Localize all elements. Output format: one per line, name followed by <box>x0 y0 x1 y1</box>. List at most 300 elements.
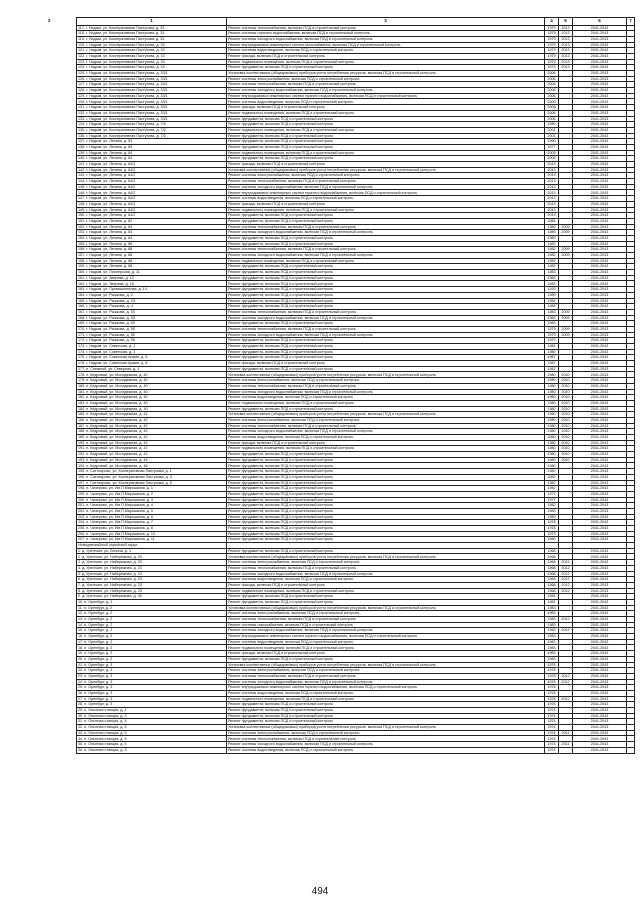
address-cell: 170. г. Надым, ул. Рыжкова, д. 55 <box>77 326 227 332</box>
planned-period-cell: 2041-2043 <box>573 560 627 566</box>
header-col-6: 6 <box>573 18 627 26</box>
address-cell: 146. г. Надым, ул. Ленина, д. 64/2 <box>77 190 227 196</box>
build-year-cell: 2006 <box>545 76 559 82</box>
work-type-cell: Ремонт фундамента, включая ПСД и строительный контроль <box>227 469 545 475</box>
planned-period-cell: 2041-2043 <box>573 287 627 293</box>
planned-period-cell: 2041-2043 <box>573 463 627 469</box>
work-type-cell: Установка коллективных (общедомовых) приборов учета потребления ресурсов, включая ПСД и строительный контроль <box>227 412 545 418</box>
planned-period-cell: 2041-2043 <box>573 508 627 514</box>
work-type-cell: Ремонт фундамента, включая ПСД и строительный контроль <box>227 235 545 241</box>
planned-period-cell: 2041-2043 <box>573 446 627 452</box>
planned-period-cell: 2041-2043 <box>573 651 627 657</box>
planned-period-cell: 2041-2043 <box>573 201 627 207</box>
planned-period-cell: 2041-2043 <box>573 270 627 276</box>
address-cell: 15. п. Оренбург, д. 2 <box>77 628 227 634</box>
address-cell: 193. п. Кедровый, ул. Молодежная, д. 44 <box>77 457 227 463</box>
work-type-cell: Ремонт фундамента, включая ПСД и строительный контроль <box>227 520 545 526</box>
build-year-cell: 1977 <box>545 144 559 150</box>
build-year-cell: 1982 <box>545 258 559 264</box>
last-repair-year-cell: 2012 <box>559 571 573 577</box>
planned-period-cell: 2041-2043 <box>573 565 627 571</box>
address-cell: 199. п. Чичерово, ул. Им.П.Мирошкина, д. 2 <box>77 491 227 497</box>
last-repair-year-cell: 2010 <box>559 389 573 395</box>
last-repair-year-cell: 2013 <box>559 59 573 65</box>
table-row <box>77 25 635 31</box>
build-year-cell: 1982 <box>545 469 559 475</box>
address-cell: 191. п. Кедровый, ул. Молодежная, д. 42 <box>77 446 227 452</box>
work-type-cell: Ремонт фундамента, включая ПСД и строительный контроль <box>227 537 545 543</box>
build-year-cell: 1974 <box>545 719 559 725</box>
last-repair-year-cell: 2010 <box>559 400 573 406</box>
work-type-cell: Ремонт системы холодного водоснабжения, включая ПСД и строительный контроль <box>227 332 545 338</box>
planned-period-cell: 2041-2043 <box>573 383 627 389</box>
address-cell: 19. п. Оренбург, д. 2 <box>77 651 227 657</box>
planned-period-cell: 2041-2043 <box>573 150 627 156</box>
work-type-cell: Ремонт внутридомовых инженерных систем горячего водоснабжения, включая ПСД и строительный контроль <box>227 634 545 640</box>
work-type-cell: Ремонт фундамента, включая ПСД и строительный контроль <box>227 474 545 480</box>
planned-period-cell: 2041-2043 <box>573 241 627 247</box>
address-cell: 117. г. Надым, ул. Кооперативная Пастухова, д. 33 <box>77 25 227 31</box>
build-year-cell: 1974 <box>545 730 559 736</box>
planned-period-cell: 2041-2043 <box>573 133 627 139</box>
build-year-cell: 1984 <box>545 218 559 224</box>
address-cell: 161. г. Надым, ул. Зверева, д. 13 <box>77 275 227 281</box>
build-year-cell: 2001 <box>545 133 559 139</box>
build-year-cell: 2013 <box>545 167 559 173</box>
address-cell: 158. г. Надым, ул. Ленина, д. 88 <box>77 258 227 264</box>
work-type-cell: Ремонт подвального помещения, включая ПСД и строительный контроль <box>227 110 545 116</box>
planned-period-cell: 2041-2043 <box>573 378 627 384</box>
address-cell: 201. п. Чичерово, ул. Им.П.Мирошкина, д. 4 <box>77 503 227 509</box>
address-cell: 165. г. Надым, ул. Рыжкова, д. 2/1 <box>77 298 227 304</box>
last-repair-year-cell: 2010 <box>559 440 573 446</box>
planned-period-cell: 2041-2043 <box>573 520 627 526</box>
build-year-cell: 1983 <box>545 628 559 634</box>
address-cell: 136. г. Надым, ул. Кооперативная Пастухова, д. 7/2 <box>77 133 227 139</box>
build-year-cell: 1980 <box>545 435 559 441</box>
address-cell: 200. п. Чичерово, ул. Им.П.Мирошкина, д. 3 <box>77 497 227 503</box>
planned-period-cell: 2041-2043 <box>573 167 627 173</box>
planned-period-cell: 2041-2043 <box>573 218 627 224</box>
build-year-cell: 1987 <box>545 355 559 361</box>
build-year-cell: 1982 <box>545 264 559 270</box>
planned-period-cell: 2041-2043 <box>573 645 627 651</box>
work-type-cell: Ремонт фундамента, включая ПСД и строительный контроль <box>227 594 545 600</box>
work-type-cell: Ремонт системы холодного водоснабжения, включая ПСД и строительный контроль <box>227 429 545 435</box>
last-repair-year-cell: 2013 <box>559 31 573 37</box>
address-cell: 22. п. Оренбург, д. 3 <box>77 668 227 674</box>
build-year-cell: 1980 <box>545 417 559 423</box>
build-year-cell: 1979 <box>545 59 559 65</box>
planned-period-cell: 2041-2043 <box>573 429 627 435</box>
last-repair-year-cell: 2013 <box>559 25 573 31</box>
planned-period-cell: 2041-2043 <box>573 71 627 77</box>
work-type-cell: Ремонт системы газоснабжения, включая ПСД и строительный контроль <box>227 622 545 628</box>
build-year-cell: 1980 <box>545 400 559 406</box>
address-cell: 126. г. Надым, ул. Кооперативная Пастухова, д. 33/1 <box>77 76 227 82</box>
build-year-cell: 1983 <box>545 281 559 287</box>
build-year-cell: 2006 <box>545 99 559 105</box>
build-year-cell: 1983 <box>545 651 559 657</box>
planned-period-cell: 2041-2043 <box>573 435 627 441</box>
address-cell: 195. п. Саттиярово, ул. Кооперативная Пастухова, д. 1 <box>77 469 227 475</box>
last-repair-year-cell: 2012 <box>559 560 573 566</box>
planned-period-cell: 2041-2043 <box>573 514 627 520</box>
table-header-row <box>77 18 635 26</box>
work-type-cell: Ремонт фундамента, включая ПСД и строительный контроль <box>227 321 545 327</box>
work-type-cell: Ремонт системы теплоснабжения, включая ПСД и строительный контроль <box>227 247 545 253</box>
planned-period-cell: 2041-2043 <box>573 634 627 640</box>
build-year-cell: 1979 <box>545 31 559 37</box>
planned-period-cell: 2041-2043 <box>573 116 627 122</box>
address-cell: 182. п. Кедровый, ул. Молодежная, д. 40 <box>77 395 227 401</box>
work-type-cell: Ремонт фундамента, включая ПСД и строительный контроль <box>227 480 545 486</box>
planned-period-cell: 2041-2043 <box>573 526 627 532</box>
planned-period-cell: 2041-2043 <box>573 105 627 111</box>
planned-period-cell: 2041-2043 <box>573 326 627 332</box>
work-type-cell: Ремонт системы электроснабжения, включая ПСД и строительный контроль <box>227 417 545 423</box>
address-cell: 137. г. Надым, ул. Ленина, д. 53 <box>77 139 227 145</box>
build-year-cell: 1980 <box>545 383 559 389</box>
table-row <box>77 93 635 99</box>
work-type-cell: Ремонт системы теплоснабжения, включая ПСД и строительный контроль <box>227 82 545 88</box>
build-year-cell: 1983 <box>545 270 559 276</box>
build-year-cell: 1978 <box>545 668 559 674</box>
build-year-cell: 1980 <box>545 440 559 446</box>
address-cell: 21. п. Оренбург, д. 3 <box>77 662 227 668</box>
work-type-cell: Ремонт подвального помещения, включая ПСД и строительный контроль <box>227 400 545 406</box>
work-type-cell: Ремонт фундамента, включая ПСД и строительный контроль <box>227 298 545 304</box>
address-cell: 203. п. Чичерово, ул. Им.П.Мирошкина, д. 6 <box>77 514 227 520</box>
build-year-cell: 1982 <box>545 253 559 259</box>
address-cell: 155. г. Надым, ул. Ленина, д. 86 <box>77 241 227 247</box>
work-type-cell: Ремонт фундамента, включая ПСД и строительный контроль <box>227 287 545 293</box>
planned-period-cell: 2041-2043 <box>573 747 627 753</box>
work-type-cell: Ремонт системы теплоснабжения, включая ПСД и строительный контроль <box>227 179 545 185</box>
build-year-cell: 1968 <box>545 548 559 554</box>
build-year-cell: 1980 <box>545 412 559 418</box>
planned-period-cell: 2041-2043 <box>573 537 627 543</box>
address-cell: 207. п. Чичерово, ул. Им.П.Мирошкина, д. 11 <box>77 537 227 543</box>
address-cell: 190. п. Кедровый, ул. Молодежная, д. 42 <box>77 440 227 446</box>
work-type-cell: Ремонт фундамента, включая ПСД и строительный контроль <box>227 656 545 662</box>
work-type-cell: Ремонт системы теплоснабжения, включая ПСД и строительный контроль <box>227 423 545 429</box>
work-type-cell: Ремонт фундамента, включая ПСД и строительный контроль <box>227 264 545 270</box>
address-cell: 196. п. Саттиярово, ул. Кооперативная Пастухова, д. 3 <box>77 474 227 480</box>
planned-period-cell: 2041-2043 <box>573 389 627 395</box>
work-type-cell: Ремонт системы водоотведения, включая ПСД и строительный контроль <box>227 99 545 105</box>
address-cell: 35. п. Опытная станция, д. 5 <box>77 742 227 748</box>
build-year-cell: 1978 <box>545 679 559 685</box>
build-year-cell: 1979 <box>545 48 559 54</box>
address-cell: 26. п. Оренбург, д. 3 <box>77 690 227 696</box>
work-type-cell: Ремонт системы холодного водоснабжения, включая ПСД и строительный контроль <box>227 253 545 259</box>
build-year-cell: 1980 <box>545 378 559 384</box>
last-repair-year-cell: 2009 <box>559 224 573 230</box>
planned-period-cell: 2041-2043 <box>573 480 627 486</box>
work-type-cell: Ремонт фундамента, включая ПСД и строительный контроль <box>227 526 545 532</box>
planned-period-cell: 2041-2043 <box>573 332 627 338</box>
last-repair-year-cell: 2009 <box>559 253 573 259</box>
planned-period-cell: 2041-2043 <box>573 406 627 412</box>
planned-period-cell: 2041-2043 <box>573 491 627 497</box>
build-year-cell: 1979 <box>545 36 559 42</box>
build-year-cell: 2006 <box>545 110 559 116</box>
build-year-cell: 1978 <box>545 526 559 532</box>
address-cell: 185. п. Кедровый, ул. Молодежная, д. 42 <box>77 412 227 418</box>
work-type-cell: Ремонт фундамента, включая ПСД и строительный контроль <box>227 406 545 412</box>
work-type-cell: Ремонт фундамента, включая ПСД и строительный контроль <box>227 514 545 520</box>
planned-period-cell: 2041-2043 <box>573 730 627 736</box>
planned-period-cell: 2041-2043 <box>573 162 627 168</box>
address-cell: 162. г. Надым, ул. Зверева, д. 15 <box>77 281 227 287</box>
address-cell: 123. г. Надым, ул. Кооперативная Пастухова, д. 33 <box>77 59 227 65</box>
last-repair-year-cell: 2010 <box>559 429 573 435</box>
note-cell <box>627 747 635 753</box>
address-cell: 131. г. Надым, ул. Кооперативная Пастухова, д. 33/1 <box>77 105 227 111</box>
planned-period-cell: 2041-2043 <box>573 156 627 162</box>
table-row <box>77 71 635 77</box>
build-year-cell: 1980 <box>545 395 559 401</box>
planned-period-cell: 2041-2043 <box>573 628 627 634</box>
build-year-cell: 1968 <box>545 577 559 583</box>
planned-period-cell: 2041-2043 <box>573 725 627 731</box>
address-cell: 5. д. Уренгоин, ул. Набережная, д. 23 <box>77 571 227 577</box>
planned-period-cell: 2041-2043 <box>573 235 627 241</box>
last-repair-year-cell: 2012 <box>559 617 573 623</box>
planned-period-cell: 2041-2043 <box>573 469 627 475</box>
work-type-cell: Ремонт системы водоотведения, включая ПСД и строительный контроль <box>227 48 545 54</box>
planned-period-cell: 2041-2043 <box>573 59 627 65</box>
work-type-cell: Ремонт системы теплоснабжения, включая ПСД и строительный контроль <box>227 309 545 315</box>
address-cell: 178. п. Кедровый, ул. Молодежная, д. 40 <box>77 372 227 378</box>
work-type-cell: Ремонт фундамента, включая ПСД и строительный контроль <box>227 122 545 128</box>
build-year-cell: 1983 <box>545 315 559 321</box>
build-year-cell: 1989 <box>545 230 559 236</box>
build-year-cell: 1990 <box>545 139 559 145</box>
header-col-1: 1 <box>77 18 227 26</box>
build-year-cell: 1980 <box>545 537 559 543</box>
last-repair-year-cell: 2010 <box>559 383 573 389</box>
table-row <box>77 88 635 94</box>
last-repair-year-cell <box>559 747 573 753</box>
build-year-cell: 1976 <box>545 287 559 293</box>
planned-period-cell: 2041-2043 <box>573 48 627 54</box>
address-cell: 127. г. Надым, ул. Кооперативная Пастухова, д. 33/1 <box>77 82 227 88</box>
build-year-cell: 2013 <box>545 207 559 213</box>
capital-repair-table <box>48 17 635 754</box>
address-cell: 145. г. Надым, ул. Ленина, д. 64/2 <box>77 184 227 190</box>
build-year-cell: 2005 <box>545 156 559 162</box>
build-year-cell: 2005 <box>545 150 559 156</box>
last-repair-year-cell: 2010 <box>559 412 573 418</box>
address-cell: 184. п. Кедровый, ул. Молодежная, д. 40 <box>77 406 227 412</box>
build-year-cell: 1980 <box>545 429 559 435</box>
work-type-cell: Ремонт системы водоотведения, включая ПСД и строительный контроль <box>227 435 545 441</box>
build-year-cell: 1980 <box>545 389 559 395</box>
work-type-cell: Ремонт системы горячего водоснабжения, включая ПСД и строительный контроль <box>227 31 545 37</box>
work-type-cell: Ремонт подвального помещения, включая ПСД и строительный контроль <box>227 696 545 702</box>
header-col-7: 7 <box>627 18 635 26</box>
planned-period-cell: 2041-2043 <box>573 679 627 685</box>
address-cell: 206. п. Чичерово, ул. Им.П.Мирошкина, д. 10 <box>77 531 227 537</box>
address-cell: Новоуренгойский городской округ <box>77 543 227 549</box>
work-type-cell: Ремонт подвального помещения, включая ПСД и строительный контроль <box>227 150 545 156</box>
build-year-cell: 1974 <box>545 713 559 719</box>
address-cell: 187. п. Кедровый, ул. Молодежная, д. 42 <box>77 423 227 429</box>
address-cell: 17. п. Оренбург, д. 2 <box>77 639 227 645</box>
build-year-cell: 1983 <box>545 605 559 611</box>
planned-period-cell: 2041-2043 <box>573 144 627 150</box>
address-cell: 194. п. Кедровый, ул. Молодежная, д. 46 <box>77 463 227 469</box>
build-year-cell: 1981 <box>545 599 559 605</box>
work-type-cell: Ремонт фасада, включая ПСД и строительный контроль <box>227 105 545 111</box>
last-repair-year-cell: 2009 <box>559 326 573 332</box>
address-cell: 151. г. Надым, ул. Ленина, д. 82 <box>77 218 227 224</box>
build-year-cell: 1981 <box>545 344 559 350</box>
planned-period-cell: 2041-2043 <box>573 213 627 219</box>
address-cell: 141. г. Надым, ул. Ленина, д. 64/2 <box>77 162 227 168</box>
work-type-cell: Ремонт системы электроснабжения, включая ПСД и строительный контроль <box>227 173 545 179</box>
build-year-cell: 1978 <box>545 685 559 691</box>
work-type-cell: Установка коллективных (общедомовых) приборов учета потребления ресурсов, включая ПСД и строительный контроль <box>227 71 545 77</box>
address-cell: 129. г. Надым, ул. Кооперативная Пастухова, д. 33/1 <box>77 93 227 99</box>
work-type-cell: Ремонт фундамента, включая ПСД и строительный контроль <box>227 133 545 139</box>
last-repair-year-cell: 2012 <box>559 588 573 594</box>
work-type-cell: Ремонт системы холодного водоснабжения, включая ПСД и строительный контроль <box>227 230 545 236</box>
build-year-cell: 1982 <box>545 503 559 509</box>
work-type-cell: Ремонт фундамента, включая ПСД и строительный контроль <box>227 116 545 122</box>
work-type-cell: Ремонт фундамента, включая ПСД и строительный контроль <box>227 344 545 350</box>
last-repair-year-cell: 2009 <box>559 332 573 338</box>
work-type-cell: Ремонт фундамента, включая ПСД и строительный контроль <box>227 213 545 219</box>
last-repair-year-cell: 2012 <box>559 628 573 634</box>
build-year-cell: 1982 <box>545 486 559 492</box>
build-year-cell: 1982 <box>545 241 559 247</box>
build-year-cell: 2006 <box>545 82 559 88</box>
planned-period-cell: 2041-2043 <box>573 440 627 446</box>
build-year-cell: 1989 <box>545 224 559 230</box>
address-cell: 8. д. Уренгоин, ул. Набережная, д. 23 <box>77 588 227 594</box>
build-year-cell: 1979 <box>545 531 559 537</box>
work-type-cell: Ремонт системы теплоснабжения, включая ПСД и строительный контроль <box>227 565 545 571</box>
planned-period-cell: 2041-2043 <box>573 196 627 202</box>
build-year-cell: 1978 <box>545 696 559 702</box>
planned-period-cell: 2041-2043 <box>573 82 627 88</box>
address-cell: 122. г. Надым, ул. Кооперативная Пастухова, д. 33 <box>77 53 227 59</box>
build-year-cell: 1980 <box>545 122 559 128</box>
last-repair-year-cell: 2009 <box>559 247 573 253</box>
work-type-cell: Ремонт фундамента, включая ПСД и строительный контроль <box>227 139 545 145</box>
address-cell: 125. г. Надым, ул. Кооперативная Пастухова, д. 33/1 <box>77 71 227 77</box>
planned-period-cell: 2041-2043 <box>573 53 627 59</box>
planned-period-cell: 2041-2043 <box>573 292 627 298</box>
planned-period-cell: 2041-2043 <box>573 702 627 708</box>
last-repair-year-cell: 2012 <box>559 673 573 679</box>
address-cell: 188. п. Кедровый, ул. Молодежная, д. 42 <box>77 429 227 435</box>
build-year-cell: 1978 <box>545 520 559 526</box>
last-repair-year-cell: 2012 <box>559 679 573 685</box>
build-year-cell: 1968 <box>545 582 559 588</box>
address-cell: 176. г. Надым, ул. Советская Армия, д. 8 <box>77 361 227 367</box>
build-year-cell: 1984 <box>545 304 559 310</box>
work-type-cell: Ремонт фундамента, включая ПСД и строительный контроль <box>227 491 545 497</box>
work-type-cell: Ремонт фундамента, включая ПСД и строительный контроль <box>227 713 545 719</box>
planned-period-cell: 2041-2043 <box>573 224 627 230</box>
planned-period-cell: 2041-2043 <box>573 611 627 617</box>
planned-period-cell: 2041-2043 <box>573 685 627 691</box>
work-type-cell: Ремонт системы теплоснабжения, включая ПСД и строительный контроль <box>227 617 545 623</box>
last-repair-year-cell: 2009 <box>559 309 573 315</box>
address-cell: 149. г. Надым, ул. Ленина, д. 64/2 <box>77 207 227 213</box>
work-type-cell: Ремонт системы холодного водоснабжения, включая ПСД и строительный контроль <box>227 742 545 748</box>
address-cell: 14. п. Оренбург, д. 2 <box>77 622 227 628</box>
build-year-cell: 1981 <box>545 594 559 600</box>
address-cell: 34. п. Опытная станция, д. 5 <box>77 736 227 742</box>
planned-period-cell: 2041-2043 <box>573 474 627 480</box>
planned-period-cell: 2041-2043 <box>573 36 627 42</box>
build-year-cell: 1983 <box>545 617 559 623</box>
address-cell: 198. п. Чичерово, ул. Им.П.Мирошкина, д. 1 <box>77 486 227 492</box>
address-cell: 197. п. Саттиярово, ул. Кооперативная Пастухова, д. 5 <box>77 480 227 486</box>
planned-period-cell: 2041-2043 <box>573 184 627 190</box>
address-cell: 27. п. Оренбург, д. 3 <box>77 696 227 702</box>
address-cell: 169. г. Надым, ул. Рыжкова, д. 53 <box>77 321 227 327</box>
last-repair-year-cell: 2009 <box>559 230 573 236</box>
work-type-cell: Ремонт фундамента, включая ПСД и строительный контроль <box>227 156 545 162</box>
planned-period-cell: 2041-2043 <box>573 344 627 350</box>
work-type-cell: Ремонт системы электроснабжения, включая ПСД и строительный контроль <box>227 378 545 384</box>
build-year-cell: 2013 <box>545 173 559 179</box>
build-year-cell: 1979 <box>545 332 559 338</box>
work-type-cell: Ремонт системы водоотведения, включая ПСД и строительный контроль <box>227 395 545 401</box>
header-col-4: 4 <box>545 18 559 26</box>
planned-period-cell: 2041-2043 <box>573 417 627 423</box>
planned-period-cell: 2041-2043 <box>573 275 627 281</box>
address-cell: 164. г. Надым, ул. Рыжкова, д. 2 <box>77 292 227 298</box>
planned-period-cell: 2041-2043 <box>573 173 627 179</box>
last-repair-year-cell: 2013 <box>559 48 573 54</box>
planned-period-cell: 2041-2043 <box>573 127 627 133</box>
table-row <box>77 31 635 37</box>
build-year-cell: 1983 <box>545 645 559 651</box>
build-year-cell: 1982 <box>545 480 559 486</box>
build-year-cell: 1980 <box>545 452 559 458</box>
last-repair-year-cell: 2010 <box>559 378 573 384</box>
work-type-cell: Ремонт системы водоотведения, включая ПСД и строительный контроль <box>227 196 545 202</box>
planned-period-cell: 2041-2043 <box>573 423 627 429</box>
build-year-cell: 1983 <box>545 508 559 514</box>
planned-period-cell: 2041-2043 <box>573 298 627 304</box>
build-year-cell: 1983 <box>545 622 559 628</box>
last-repair-year-cell: 2010 <box>559 423 573 429</box>
address-cell: 154. г. Надым, ул. Ленина, д. 84 <box>77 235 227 241</box>
build-year-cell: 2013 <box>545 196 559 202</box>
planned-period-cell: 2041-2043 <box>573 690 627 696</box>
planned-period-cell: 2041-2043 <box>573 719 627 725</box>
work-type-cell: Ремонт фундамента, включая ПСД и строительный контроль <box>227 719 545 725</box>
address-cell: 177. п. Снежный, ул. Северная, д. 1 <box>77 366 227 372</box>
address-cell: 121. г. Надым, ул. Кооперативная Пастухова, д. 33 <box>77 48 227 54</box>
table-row <box>77 42 635 48</box>
work-type-cell: Ремонт подвального помещения, включая ПСД и строительный контроль <box>227 258 545 264</box>
work-type-cell: Ремонт фундамента, включая ПСД и строительный контроль <box>227 508 545 514</box>
work-type-cell: Ремонт фундамента, включая ПСД и строительный контроль <box>227 457 545 463</box>
planned-period-cell: 2041-2043 <box>573 88 627 94</box>
address-cell: 186. п. Кедровый, ул. Молодежная, д. 42 <box>77 417 227 423</box>
planned-period-cell: 2041-2043 <box>573 617 627 623</box>
planned-period-cell: 2041-2043 <box>573 599 627 605</box>
